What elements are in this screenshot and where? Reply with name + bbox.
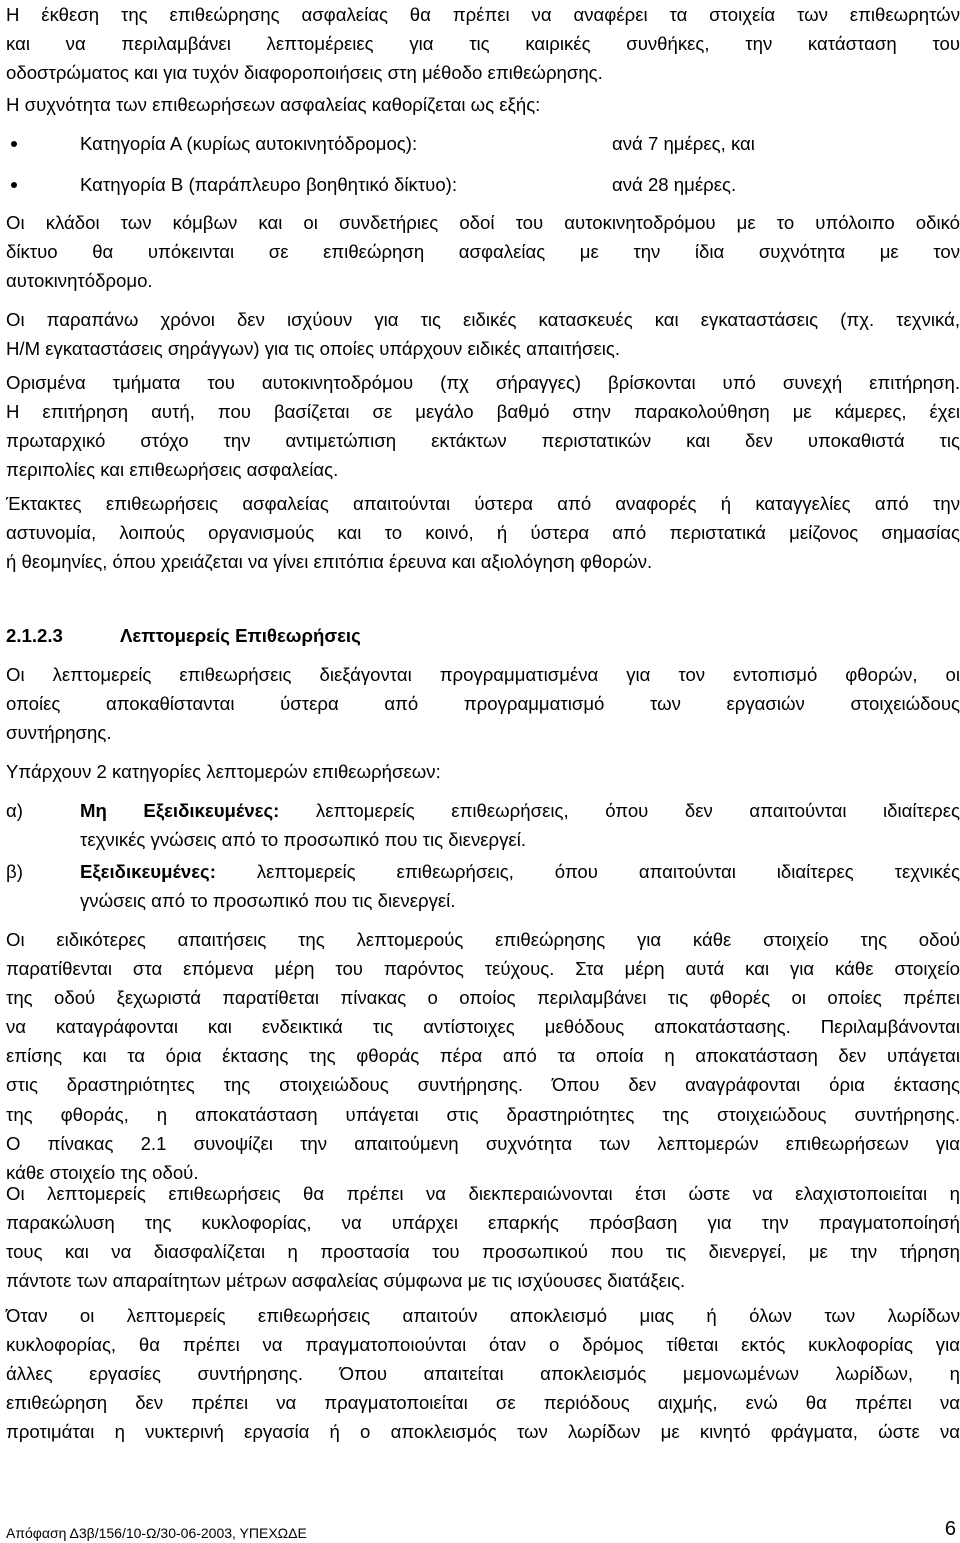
paragraph-junction-branches: [6, 208, 960, 295]
bullet-value: ανά 28 ημέρες.: [612, 174, 737, 195]
text-line: παρατίθενται στα επόμενα μέρη του παρόντος τεύχους. Στα μέρη αυτά και για κάθε στοιχείο: [6, 958, 960, 980]
text-line: Οι παραπάνω χρόνοι δεν ισχύουν για τις ειδικές κατασκευές και εγκαταστάσεις (πχ. τεχνικά,: [6, 309, 960, 330]
bullet-dot-icon: [11, 141, 17, 147]
text-line: τεχνικές γνώσεις από το προσωπικό που τις διενεργεί.: [80, 829, 527, 850]
text-line: της οδού ξεχωριστά παρατίθεται πίνακας ο οποίος περιλαμβάνει τις φθορές οι οποίες πρέπει: [6, 987, 960, 1009]
text-line: [80, 857, 960, 886]
text-line: επίσης και τα όρια έκτασης της φθοράς πέρα από τα οποία η αποκατάσταση δεν υπάγεται: [6, 1045, 960, 1067]
section-number: 2.1.2.3: [6, 625, 63, 646]
text-line: Οι ειδικότερες απαιτήσεις της λεπτομερούς επιθεώρησης για κάθε στοιχείο της οδού: [6, 929, 960, 950]
text-line: Οι λεπτομερείς επιθεωρήσεις θα πρέπει να διεκπεραιώνονται έτσι ώστε να ελαχιστοποιείται η: [6, 1183, 960, 1204]
bold-term: Εξειδικευμένες:: [80, 861, 216, 882]
text-line: γνώσεις από το προσωπικό που τις διενεργεί.: [80, 890, 456, 911]
text-line: περιπολίες και επιθεωρήσεις ασφαλείας.: [6, 459, 339, 481]
text-line: παρακώλυση της κυκλοφορίας, να υπάρχει επαρκής πρόσβαση για την πραγματοποίησή: [6, 1212, 960, 1234]
bold-term: Μη Εξειδικευμένες:: [80, 800, 280, 821]
text-line: οποίες αποκαθίστανται ύστερα από προγραμματισμό των εργασιών στοιχειώδους: [6, 693, 960, 715]
text-line: συντήρησης.: [6, 722, 112, 744]
text-line: στις δραστηριότητες της στοιχειώδους συντήρησης. Όπου δεν αναγράφονται όρια έκτασης: [6, 1074, 960, 1096]
paragraph-frequency-intro: [6, 90, 960, 119]
paragraph-special-structures: [6, 305, 960, 363]
list-marker: α): [6, 800, 23, 821]
text-line: πρωταρχικό στόχο την αντιμετώπιση εκτάκτων περιστατικών και δεν υποκαθιστά τις: [6, 430, 960, 452]
bullet-dot-icon: [11, 182, 17, 188]
text-line: Η/Μ εγκαταστάσεις σηράγγων) για τις οποίες υπάρχουν ειδικές απαιτήσεις.: [6, 338, 621, 360]
text-line: αυτοκινητόδρομο.: [6, 270, 153, 292]
section-title: Λεπτομερείς Επιθεωρήσεις: [120, 625, 361, 646]
text-line: Οι λεπτομερείς επιθεωρήσεις διεξάγονται προγραμματισμένα για τον εντοπισμό φθορών, οι: [6, 664, 960, 685]
text-line: επιθεώρηση δεν πρέπει να πραγματοποιείται σε περιόδους αιχμής, ενώ θα πρέπει να: [6, 1392, 960, 1414]
paragraph-traffic-disruption: [6, 1179, 960, 1295]
text-line: Η συχνότητα των επιθεωρήσεων ασφαλείας καθορίζεται ως εξής:: [6, 94, 541, 115]
bullet-label: Κατηγορία Β (παράπλευρο βοηθητικό δίκτυο):: [80, 174, 458, 195]
bullet-label: Κατηγορία Α (κυρίως αυτοκινητόδρομος):: [80, 133, 418, 154]
text-line: Ο πίνακας 2.1 συνοψίζει την απαιτούμενη συχνότητα των λεπτομερών επιθεωρήσεων για: [6, 1132, 960, 1154]
text-line: αστυνομία, λοιπούς οργανισμούς και το κοινό, ή ύστερα από περιστατικά μείζονος σημασίας: [6, 522, 960, 544]
list-marker: β): [6, 861, 23, 882]
paragraph-lane-closure: [6, 1301, 960, 1446]
paragraph-detailed-inspections: [6, 660, 960, 747]
text-line: τους και να διασφαλίζεται η προστασία του προσωπικού που τις διενεργεί, με την τήρηση: [6, 1241, 960, 1263]
text-line: [80, 796, 960, 825]
text-line: Όταν οι λεπτομερείς επιθεωρήσεις απαιτούν αποκλεισμό μιας ή όλων των λωρίδων: [6, 1305, 960, 1326]
footer-reference: Απόφαση Δ3β/156/10-Ω/30-06-2003, ΥΠΕΧΩΔΕ: [6, 1525, 307, 1541]
paragraph-continuous-monitoring: [6, 368, 960, 484]
bullet-item-category-b: [0, 170, 960, 199]
text-line: Έκτακτες επιθεωρήσεις ασφαλείας απαιτούνται ύστερα από αναφορές ή καταγγελίες από την: [6, 493, 960, 514]
text-line: Η επιτήρηση αυτή, που βασίζεται σε μεγάλο βαθμό στην παρακολούθηση με κάμερες, έχει: [6, 401, 960, 423]
text-line: της φθοράς, η αποκατάσταση υπάγεται στις δραστηριότητες της στοιχειώδους συντήρησης.: [6, 1103, 960, 1125]
text-line: κυκλοφορίας, θα πρέπει να πραγματοποιούνται όταν ο δρόμος τίθεται εκτός κυκλοφορίας για: [6, 1334, 960, 1356]
bullet-value: ανά 7 ημέρες, και: [612, 133, 755, 154]
text-line: κάθε στοιχείο της οδού.: [6, 1161, 199, 1183]
text-line: οδοστρώματος και για τυχόν διαφοροποιήσεις στη μέθοδο επιθεώρησης.: [6, 62, 603, 84]
text-fragment: λεπτομερείς επιθεωρήσεις, όπου δεν απαιτούνται ιδιαίτερες: [279, 800, 960, 821]
text-line: να καταγράφονται και ενδεικτικά τις αντίστοιχες μεθόδους αποκατάστασης. Περιλαμβάνονται: [6, 1016, 960, 1038]
text-line: πάντοτε των απαραίτητων μέτρων ασφαλείας σύμφωνα με τις ισχύουσες διατάξεις.: [6, 1270, 686, 1292]
page-number: 6: [944, 1518, 956, 1540]
text-line: δίκτυο θα υπόκεινται σε επιθεώρηση ασφαλείας με την ίδια συχνότητα με τον: [6, 241, 960, 263]
text-line: άλλες εργασίες συντήρησης. Όπου απαιτείται αποκλεισμός μεμονωμένων λωρίδων, η: [6, 1363, 960, 1385]
paragraph-specific-requirements: [6, 925, 960, 1187]
text-line: προτιμάται η νυκτερινή εργασία ή ο αποκλεισμός των λωρίδων με κινητό φράγματα, ώστε να: [6, 1421, 960, 1443]
text-line: Οι κλάδοι των κόμβων και οι συνδετήριες οδοί του αυτοκινητοδρόμου με το υπόλοιπο οδικό: [6, 212, 960, 233]
text-fragment: λεπτομερείς επιθεωρήσεις, όπου απαιτούνται ιδιαίτερες τεχνικές: [215, 861, 960, 882]
paragraph-categories-intro: [6, 757, 960, 786]
text-line: Υπάρχουν 2 κατηγορίες λεπτομερών επιθεωρήσεων:: [6, 761, 441, 782]
text-line: και να περιλαμβάνει λεπτομέρειες για τις καιρικές συνθήκες, την κατάσταση του: [6, 33, 960, 55]
text-line: Η έκθεση της επιθεώρησης ασφαλείας θα πρέπει να αναφέρει τα στοιχεία των επιθεωρητών: [6, 4, 960, 25]
text-line: ή θεομηνίες, όπου χρειάζεται να γίνει επιτόπια έρευνα και αξιολόγηση φθορών.: [6, 551, 653, 573]
paragraph-report-contents: [6, 0, 960, 87]
bullet-item-category-a: [0, 129, 960, 158]
text-line: Ορισμένα τμήματα του αυτοκινητοδρόμου (πχ σήραγγες) βρίσκονται υπό συνεχή επιτήρηση.: [6, 372, 960, 393]
paragraph-emergency-inspections: [6, 489, 960, 576]
